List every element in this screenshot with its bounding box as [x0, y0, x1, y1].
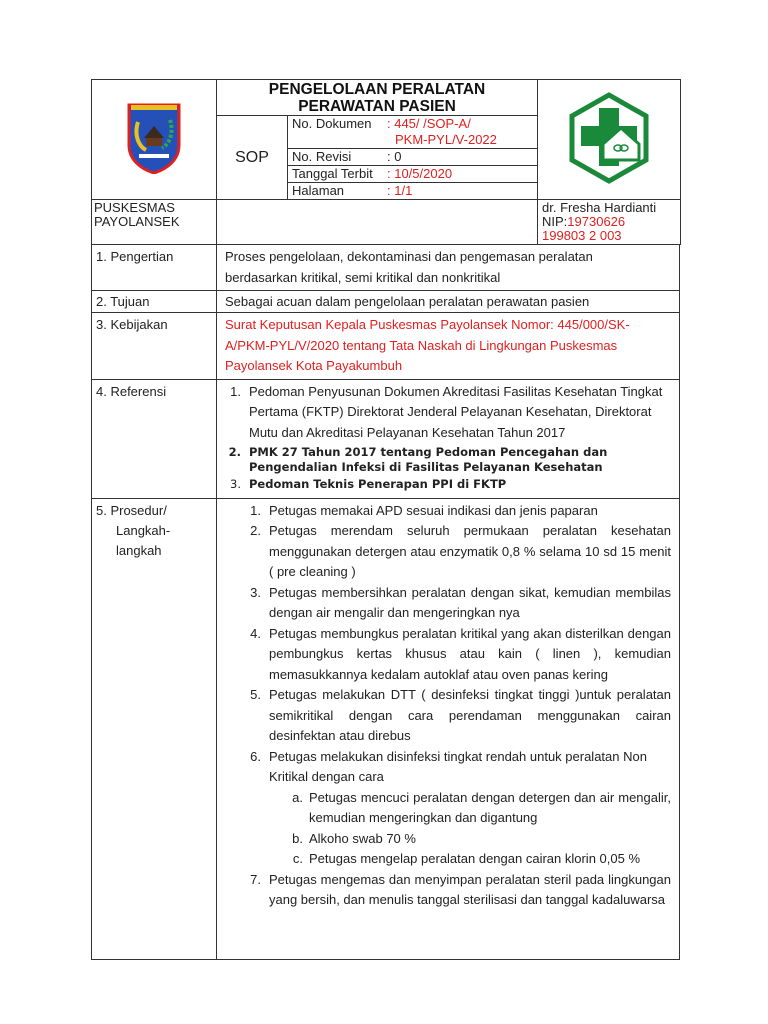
no-dokumen-label: No. Dokumen [288, 116, 383, 149]
procedure-step: 5. Petugas melakukan DTT ( desinfeksi tingkat tinggi )untuk peralatan semikritikal dengan cara perendaman menggunakan cairan desinfektan atau direbus [250, 687, 671, 743]
procedure-step: 7. Petugas mengemas dan menyimpan peralatan steril pada lingkungan yang bersih, dan menulis tanggal sterilisasi dan tanggal kadaluwarsa [250, 871, 671, 907]
empty-cell [217, 200, 538, 245]
row-prosedur [92, 498, 680, 959]
procedure-substep: b. Alkoho swab 70 % [292, 830, 416, 846]
content-table [91, 244, 680, 960]
reference-item: 3. Pedoman Teknis Penerapan PPI di FKTP [230, 477, 507, 491]
document-title [217, 80, 538, 116]
reference-list [217, 379, 680, 498]
section-label: 4. Referensi [92, 379, 217, 498]
sop-label: SOP [217, 116, 288, 200]
section-label: 5. Prosedur/ Langkah- langkah [92, 498, 217, 959]
section-label: 1. Pengertian [92, 245, 217, 291]
title-line-2: PERAWATAN PASIEN [298, 98, 456, 115]
no-dokumen-value: : 445/ /SOP-A/ PKM-PYL/V-2022 [383, 116, 537, 149]
procedure-step: 6. Petugas melakukan disinfeksi tingkat rendah untuk peralatan Non Kritikal dengan cara [250, 748, 647, 784]
halaman-value: : 1/1 [387, 183, 413, 198]
title-line-1: PENGELOLAAN PERALATAN [268, 81, 486, 98]
organization-name: PUSKESMAS PAYOLANSEK [92, 200, 217, 245]
logo-cell [92, 80, 217, 200]
row-tujuan [92, 291, 680, 313]
sop-document [91, 79, 680, 960]
section-content: Surat Keputusan Kepala Puskesmas Payolansek Nomor: 445/000/SK-A/PKM-PYL/V/2020 tentang Tata Naskah di Lingkungan Puskesmas Payolansek Kota Payakumbuh [217, 313, 680, 380]
signer-name: dr. Fresha Hardianti [542, 200, 657, 215]
section-label: 3. Kebijakan [92, 313, 217, 380]
halaman-label: Halaman [292, 183, 345, 198]
nip-value: 199803 2 003 [542, 228, 622, 243]
row-referensi [92, 379, 680, 498]
procedure-step: 4. Petugas membungkus peralatan kritikal yang akan disterilkan dengan pembungkus kertas khusus atau kain ( linen ), kemudian memasukkannya kedalam autoklaf atau oven panas kering [250, 625, 671, 682]
procedure-step: 1. Petugas memakai APD sesuai indikasi dan jenis paparan [250, 502, 598, 518]
puskesmas-logo-icon [563, 92, 655, 184]
row-kebijakan [92, 313, 680, 380]
reference-item: 1. Pedoman Penyusunan Dokumen Akreditasi Fasilitas Kesehatan Tingkat Pertama (FKTP) Direktorat Jenderal Pelayanan Kesehatan, Direktorat Mutu dan Akreditasi Pelayanan Kesehatan Tahun 2017 [230, 383, 663, 440]
no-revisi-label: No. Revisi [288, 149, 383, 166]
signer: dr. Fresha Hardianti NIP:19730626 199803 2 003 [538, 200, 681, 245]
row-pengertian [92, 245, 680, 291]
no-revisi-value: : 0 [383, 149, 537, 166]
section-content: Sebagai acuan dalam pengelolaan peralatan perawatan pasien [217, 291, 680, 313]
tanggal-terbit-value: : 10/5/2020 [383, 166, 537, 183]
tanggal-terbit-label: Tanggal Terbit [288, 166, 383, 183]
reference-item: 2. PMK 27 Tahun 2017 tentang Pedoman Pencegahan dan Pengendalian Infeksi di Fasilitas Pelayanan Kesehatan [228, 445, 608, 474]
procedure-list [217, 498, 680, 959]
procedure-step: 2. Petugas merendam seluruh permukaan peralatan kesehatan menggunakan detergen atau enzymatik 0,8 % selama 10 sd 15 menit ( pre cleaning ) [250, 523, 671, 579]
procedure-substep: c. Petugas mengelap peralatan dengan cairan klorin 0,05 % [292, 851, 641, 866]
regional-emblem-icon [126, 102, 182, 174]
procedure-step: 3. Petugas membersihkan peralatan dengan sikat, kemudian membilas dengan air mengalir dan mengeringkan nya [250, 584, 671, 620]
section-content: Proses pengelolaan, dekontaminasi dan pengemasan peralatan berdasarkan kritikal, semi kritikal dan nonkritikal [217, 245, 680, 291]
document-meta [288, 116, 538, 200]
puskesmas-logo-cell [538, 80, 681, 200]
section-label: 2. Tujuan [92, 291, 217, 313]
procedure-substep: a. Petugas mencuci peralatan dengan detergen dan air mengalir, kemudian mengeringkan dan digantung [292, 789, 671, 825]
header-table [91, 79, 681, 245]
